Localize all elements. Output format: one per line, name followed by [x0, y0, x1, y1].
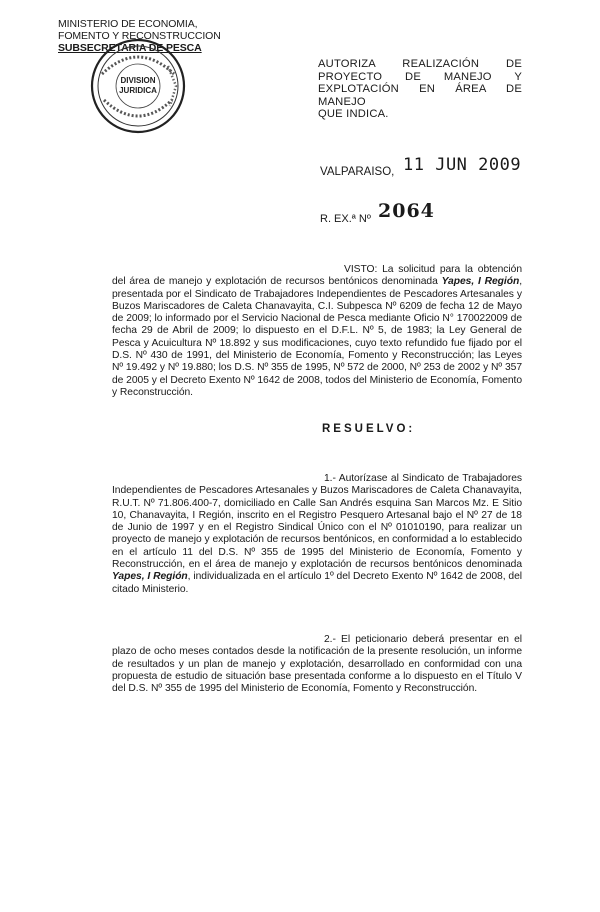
article-1-text-start: 1.- Autorízase al Sindicato de Trabajadores Independientes de Pescadores Artesanales y Buzos Mariscadores de Caleta Chanavayita, R.U.T. Nº 71.806.400-7, domiciliado en Calle San Andrés esquina San Marcos Mz. E Sitio 10, Chanavayita, I Región, inscrito en el Registro Pesquero Artesanal bajo el Nº 27 de 18 de Junio de 1997 y en el Registro Sindical Único con el Nº 01010190, para realizar un proyecto de manejo y explotación de recursos bentónicos, en conformidad a lo establecido en el artículo 11 del D.S. Nº 355 de 1995 del Ministerio de Economía, Fomento y Reconstrucción, en el área de manejo y explotación de recursos bentónicos denominada	[112, 473, 522, 571]
subject-block	[318, 58, 522, 121]
article-2-paragraph: 2.- El peticionario deberá presentar en el plazo de ocho meses contados desde la notificación de la presente resolución, un informe de resultados y un plan de manejo y explotación, desarrollado en conformidad con una propuesta de estudio de situación base presentada conforme a lo dispuesto en el Título V del D.S. Nº 355 de 1995 del Ministerio de Economía, Fomento y Reconstrucción.	[112, 634, 522, 695]
visto-paragraph	[112, 264, 522, 399]
resuelvo-heading: RESUELVO:	[322, 423, 416, 435]
stamp-text-1: DIVISION	[120, 76, 156, 85]
date-label: VALPARAISO,	[320, 166, 395, 178]
article-1-paragraph	[112, 473, 522, 596]
resolution-number: 2064	[378, 200, 435, 222]
stamp-text-2: JURIDICA	[119, 86, 157, 95]
subject-line-4: QUE INDICA.	[318, 108, 389, 120]
ministry-line-3: SUBSECRETARIA DE PESCA	[58, 42, 202, 54]
ministry-line-2: FOMENTO Y RECONSTRUCCION	[58, 30, 221, 42]
stamp-seal-icon	[88, 36, 188, 136]
date-stamp: 11 JUN 2009	[403, 155, 522, 175]
article-1-area-name: Yapes, I Región	[112, 571, 188, 583]
subject-line-1: AUTORIZA REALIZACIÓN DE	[318, 58, 522, 70]
visto-text-start: VISTO: La solicitud para la obtención del área de manejo y explotación de recursos bentónicos denominada	[112, 264, 522, 288]
ministry-line-1: MINISTERIO DE ECONOMIA,	[58, 18, 198, 30]
visto-text-end: , presentada por el Sindicato de Trabajadores Independientes de Pescadores Artesanales y Buzos Mariscadores de Caleta Chanavayita, C.I. Subpesca Nº 6209 de fecha 12 de Mayo de 2009; lo informado por el Servicio Nacional de Pesca mediante Oficio N° 170022009 de fecha 29 de Abril de 2009; lo dispuesto en el D.F.L. Nº 5, de 1983; la Ley General de Pesca y Acuicultura Nº 18.892 y sus modificaciones, cuyo texto refundido fue fijado por el D.S. Nº 430 de 1991, del Ministerio de Economía, Fomento y Reconstrucción; las Leyes Nº 19.492 y Nº 19.880; los D.S. Nº 355 de 1995, Nº 572 de 2000, Nº 253 de 2002 y Nº 357 de 2005 y el Decreto Exento Nº 1642 de 2008, todos del Ministerio de Economía, Fomento y Reconstrucción.	[112, 276, 523, 398]
article-1-text-end: , individualizada en el artículo 1º del Decreto Exento Nº 1642 de 2008, del citado Ministerio.	[112, 571, 522, 595]
subject-line-3: EXPLOTACIÓN EN ÁREA DE MANEJO	[318, 83, 522, 108]
visto-area-name: Yapes, I Región	[441, 276, 520, 288]
subject-line-2: PROYECTO DE MANEJO Y	[318, 70, 522, 83]
resolution-label: R. EX.ª Nº	[320, 213, 371, 225]
official-stamp	[88, 36, 188, 136]
